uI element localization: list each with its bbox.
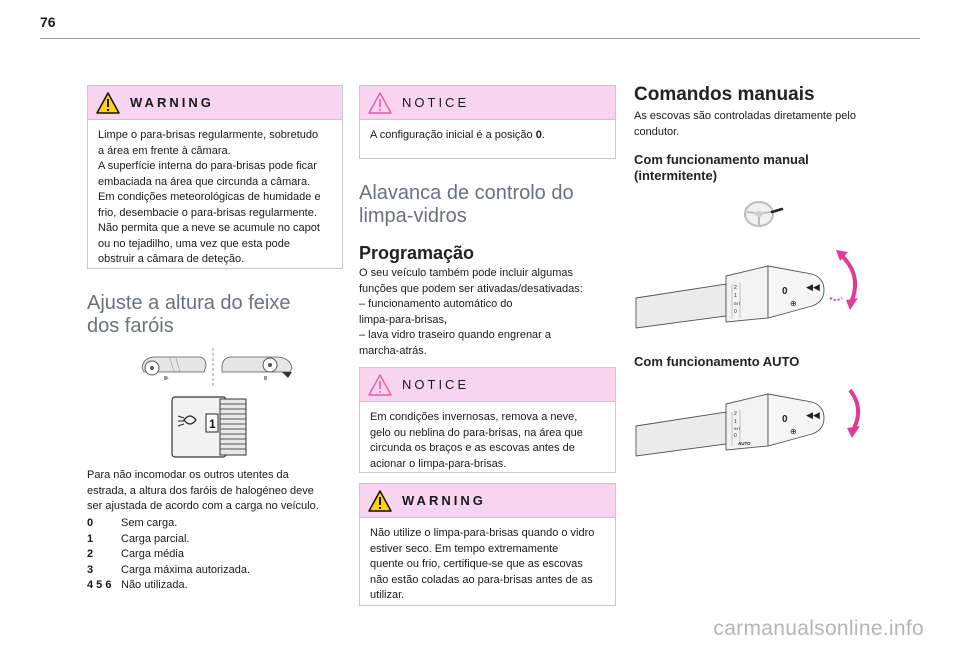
page-number: 76: [40, 14, 56, 30]
notice-body: [360, 402, 615, 480]
warning-box-camera: [87, 85, 343, 269]
heading-line: Com funcionamento manual: [634, 152, 809, 167]
text-line: ou no tejadilho, uma vez que esta pode: [98, 237, 291, 250]
stalk-position-label: 1: [734, 293, 737, 299]
warning-box-dry-glass: [359, 483, 616, 606]
dial-value-label: 1: [209, 417, 216, 431]
load-key: 0: [87, 517, 94, 529]
list-item: [87, 563, 250, 579]
auto-mode-heading: Com funcionamento AUTO: [634, 354, 800, 369]
headlight-intro: [87, 468, 319, 515]
notice-body: [360, 120, 615, 152]
text-line: acionar o limpa-para-brisas.: [370, 457, 507, 470]
text-line: circunda os braços e as escovas antes de: [370, 442, 575, 454]
text-fragment: .: [541, 129, 545, 141]
stalk-position-label: 2: [734, 411, 737, 417]
warning-body: [88, 120, 342, 276]
programming-text: [359, 266, 583, 359]
heading-line: limpa-vidros: [359, 205, 467, 227]
list-item: [87, 532, 250, 548]
text-line: O seu veículo também pode incluir algumas: [359, 267, 573, 279]
wiper-stalk-auto-illustration: [634, 382, 870, 462]
warning-title: WARNING: [130, 95, 214, 110]
notice-text: [370, 128, 605, 144]
load-key: 3: [87, 563, 94, 576]
load-label: Não utilizada.: [121, 579, 188, 591]
heading-line: Alavanca de controlo do: [359, 182, 574, 204]
text-fragment: A configuração inicial é a posição: [370, 129, 536, 141]
text-line: quente ou frio, certifique-se que as escovas: [370, 558, 583, 570]
text-line: obstruir a câmara de deteção.: [98, 253, 245, 265]
svg-text:⊕: ⊕: [790, 427, 797, 436]
position-value: 0: [535, 129, 542, 141]
wiper-stalk-manual-illustration: [634, 246, 870, 338]
text-line: Não utilize o limpa-para-brisas quando o vidro: [370, 527, 595, 539]
manual-controls-heading: Comandos manuais: [634, 84, 815, 105]
text-line: gelo ou neblina do para-brisas, na área que: [370, 426, 583, 439]
headlight-dial-switch: [172, 397, 246, 457]
car-interior-left-icon: [142, 357, 206, 380]
notice-box-initial-position: [359, 85, 616, 159]
load-label: Carga parcial.: [121, 532, 190, 545]
list-item: [87, 578, 250, 594]
load-label: Carga média: [121, 548, 184, 560]
stalk-position-label: 2: [734, 285, 737, 291]
text-line: estrada, a altura dos faróis de halogéneo deve: [87, 484, 314, 497]
list-item: [87, 547, 250, 563]
manual-intermittent-heading: [634, 152, 809, 184]
text-line: frio, desembacie o para-brisas regularmente.: [98, 206, 317, 219]
notice-box-winter: [359, 367, 616, 473]
notice-triangle-icon: [368, 92, 392, 114]
heading-line: Ajuste a altura do feixe: [87, 292, 291, 314]
svg-text:⊕: ⊕: [790, 299, 797, 308]
programming-heading: Programação: [359, 243, 475, 263]
svg-text:⇣: ⇣: [166, 375, 170, 380]
notice-title: NOTICE: [402, 95, 470, 110]
steering-wheel-icon: [742, 198, 784, 228]
stalk-position-label: INT: [734, 301, 741, 306]
stalk-position-label: 0: [734, 433, 737, 439]
text-line: a área em frente à câmara.: [98, 144, 231, 157]
load-label: Sem carga.: [121, 517, 178, 529]
load-label: Carga máxima autorizada.: [121, 563, 251, 576]
warning-title: WARNING: [402, 493, 486, 508]
warning-triangle-icon: [368, 490, 392, 512]
text-line: – lava vidro traseiro quando engrenar a: [359, 329, 552, 341]
stalk-position-label: 1: [734, 419, 737, 425]
text-line: não estão coladas ao para-brisas antes de as: [370, 573, 593, 586]
text-line: Em condições invernosas, remova a neve,: [370, 411, 578, 423]
car-interior-right-icon: [222, 357, 292, 380]
text-line: funções que podem ser ativadas/desativadas:: [359, 282, 583, 295]
manual-intro: [634, 109, 856, 140]
list-item: [87, 516, 250, 532]
warning-triangle-icon: [96, 92, 120, 114]
load-key: 2: [87, 548, 94, 560]
wiper-heading: [359, 182, 574, 228]
text-line: estiver seco. Em tempo extremamente: [370, 542, 559, 555]
notice-header: [360, 86, 615, 120]
notice-title: NOTICE: [402, 377, 470, 392]
text-line: marcha-atrás.: [359, 344, 427, 357]
text-line: – funcionamento automático do: [359, 298, 513, 310]
warning-body: [360, 518, 615, 612]
load-level-list: [87, 516, 250, 594]
notice-triangle-icon: [368, 374, 392, 396]
svg-text:◀◀: ◀◀: [806, 282, 820, 292]
text-line: A superfície interna do para-brisas pode ficar: [98, 160, 317, 172]
stalk-auto-label: AUTO: [738, 441, 751, 446]
heading-line: dos faróis: [87, 315, 174, 337]
text-line: Para não incomodar os outros utentes da: [87, 469, 289, 481]
text-line: ser ajustada de acordo com a carga no veículo.: [87, 500, 319, 512]
warning-header: [360, 484, 615, 518]
svg-text:◀◀: ◀◀: [806, 410, 820, 420]
headlight-heading: [87, 292, 290, 338]
svg-text:0: 0: [782, 286, 788, 297]
text-line: As escovas são controladas diretamente pelo: [634, 110, 856, 122]
stalk-position-label: 0: [734, 309, 737, 315]
svg-text:0: 0: [782, 414, 788, 425]
load-key: 1: [87, 532, 94, 545]
text-line: limpa-para-brisas,: [359, 313, 448, 326]
watermark: carmanualsonline.info: [713, 617, 924, 640]
text-line: Não permita que a neve se acumule no capot: [98, 222, 320, 234]
text-line: Em condições meteorológicas de humidade e: [98, 191, 321, 203]
warning-header: [88, 86, 342, 120]
load-key: 4 5 6: [87, 579, 112, 591]
text-line: embaciada na área que circunda a câmara.: [98, 175, 311, 188]
text-line: utilizar.: [370, 589, 405, 601]
stalk-position-label: INT: [734, 426, 741, 431]
text-line: condutor.: [634, 125, 680, 138]
text-line: Limpe o para-brisas regularmente, sobretudo: [98, 129, 319, 141]
headlight-beam-illustration: [140, 342, 300, 462]
header-rule: [40, 38, 920, 39]
heading-line: (intermitente): [634, 168, 718, 183]
notice-header: [360, 368, 615, 402]
